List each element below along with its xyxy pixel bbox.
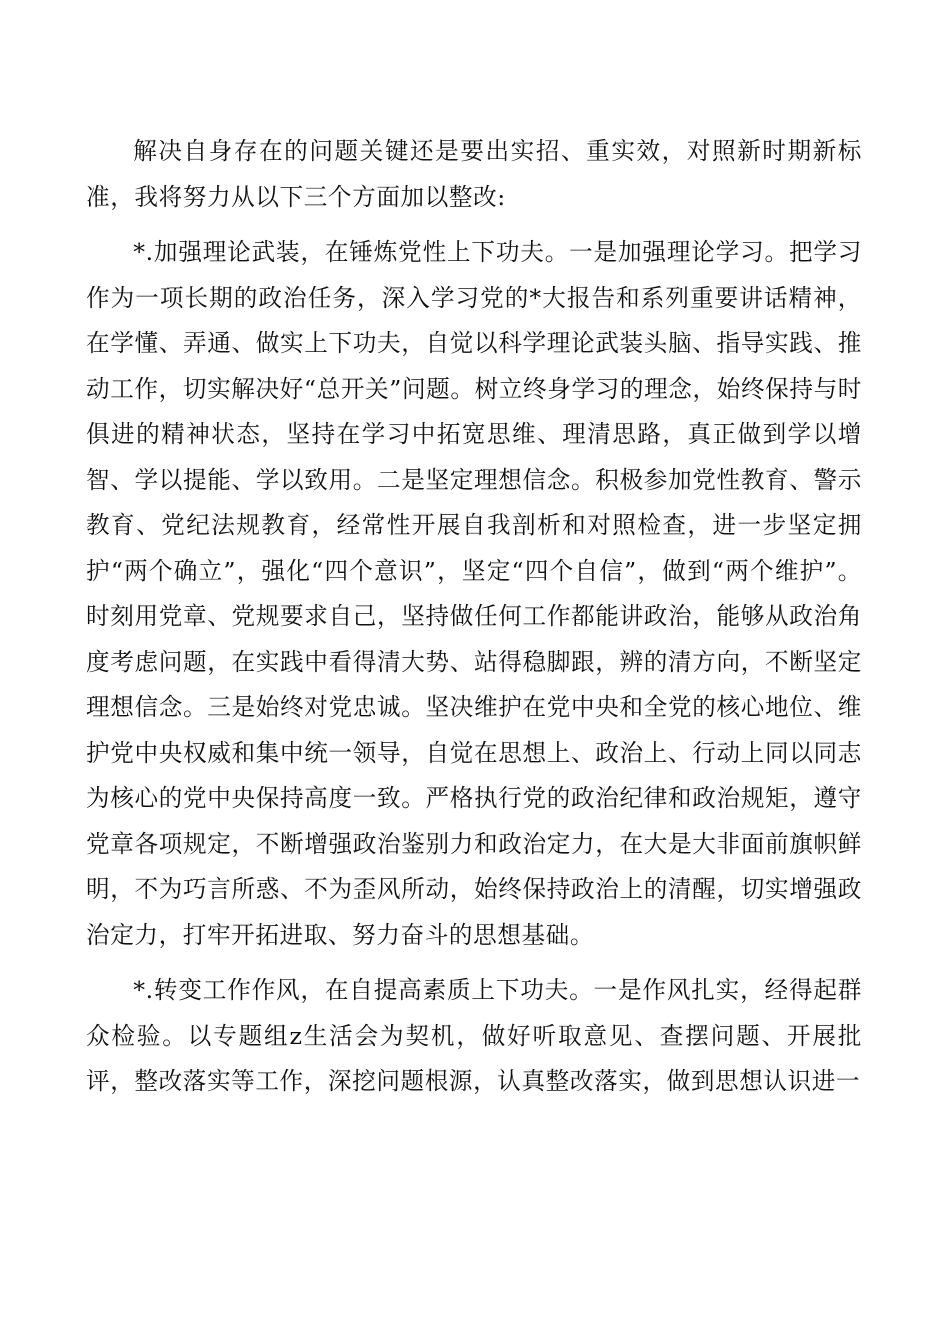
paragraph-theory-armament: *.加强理论武装，在锤炼党性上下功夫。一是加强理论学习。把学习作为一项长期的政治任务，深入学习党的*大报告和系列重要讲话精神，在学懂、弄通、做实上下功夫，自觉以科学理论武装头脑、指导实践、推动工作，切实解决好“总开关”问题。树立终身学习的理念，始终保持与时俱进的精神状态，坚持在学习中拓宽思维、理清思路，真正做到学以增智、学以提能、学以致用。二是坚定理想信念。积极参加党性教育、警示教育、党纪法规教育，经常性开展自我剖析和对照检查，进一步坚定拥护“两个确立”，强化“四个意识”，坚定“四个自信”，做到“两个维护”。时刻用党章、党规要求自己，坚持做任何工作都能讲政治，能够从政治角度考虑问题，在实践中看得清大势、站得稳脚跟，辨的清方向，不断坚定理想信念。三是始终对党忠诚。坚决维护在党中央和全党的核心地位、维护党中央权威和集中统一领导，自觉在思想上、政治上、行动上同以同志为核心的党中央保持高度一致。严格执行党的政治纪律和政治规矩，遵守党章各项规定，不断增强政治鉴别力和政治定力，在大是大非面前旗帜鲜明，不为巧言所惑、不为歪风所动，始终保持政治上的清醒，切实增强政治定力，打牢开拓进取、努力奋斗的思想基础。 [86,238,862,949]
paragraph-work-style: *.转变工作作风，在自提高素质上下功夫。一是作风扎实，经得起群众检验。以专题组z生活会为契机，做好听取意见、查摆问题、开展批评，整改落实等工作，深挖问题根源，认真整改落实，做到思想认识进一 [86,976,862,1095]
document-body [86,129,862,1105]
paragraph-intro: 解决自身存在的问题关键还是要出实招、重实效，对照新时期新标准，我将努力从以下三个方面加以整改: [86,137,862,211]
